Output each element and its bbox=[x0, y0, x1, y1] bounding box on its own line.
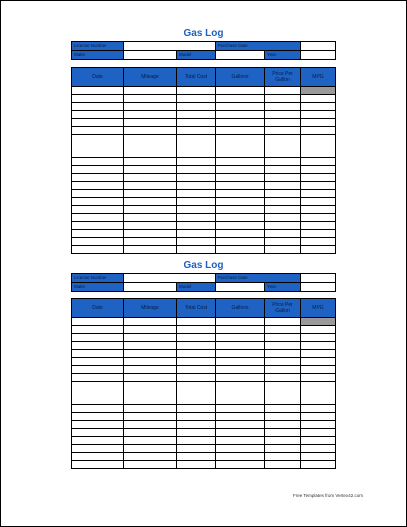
cell[interactable] bbox=[177, 190, 216, 198]
cell[interactable] bbox=[301, 103, 336, 111]
cell[interactable] bbox=[265, 238, 301, 246]
cell[interactable] bbox=[265, 230, 301, 238]
cell[interactable] bbox=[216, 190, 265, 198]
model-label: Model bbox=[177, 283, 216, 292]
cell[interactable] bbox=[216, 111, 265, 119]
col-total-cost: Total Cost bbox=[177, 68, 216, 87]
cell[interactable] bbox=[177, 461, 216, 469]
cell[interactable] bbox=[124, 421, 177, 429]
cell[interactable] bbox=[265, 374, 301, 382]
table-row bbox=[72, 238, 336, 246]
cell[interactable] bbox=[72, 413, 124, 421]
cell[interactable] bbox=[177, 214, 216, 222]
cell[interactable] bbox=[177, 429, 216, 437]
cell[interactable] bbox=[216, 453, 265, 461]
cell[interactable] bbox=[301, 166, 336, 174]
cell[interactable] bbox=[265, 119, 301, 127]
cell[interactable] bbox=[216, 461, 265, 469]
cell[interactable] bbox=[177, 111, 216, 119]
cell[interactable] bbox=[216, 326, 265, 334]
table-row bbox=[72, 119, 336, 127]
table-row bbox=[72, 445, 336, 453]
cell[interactable] bbox=[72, 238, 124, 246]
cell[interactable] bbox=[72, 326, 124, 334]
col-mpg: MPG bbox=[301, 68, 336, 87]
cell[interactable] bbox=[72, 334, 124, 342]
cell[interactable] bbox=[72, 87, 124, 95]
cell[interactable] bbox=[72, 437, 124, 445]
table-row bbox=[72, 374, 336, 382]
cell[interactable] bbox=[124, 127, 177, 135]
purchase-date-field[interactable] bbox=[301, 274, 336, 283]
cell[interactable] bbox=[265, 342, 301, 350]
cell[interactable] bbox=[301, 182, 336, 190]
cell[interactable] bbox=[216, 318, 265, 326]
col-mileage: Mileage bbox=[124, 68, 177, 87]
cell[interactable] bbox=[301, 222, 336, 230]
col-date: Date bbox=[72, 299, 124, 318]
cell[interactable] bbox=[177, 413, 216, 421]
cell[interactable] bbox=[265, 222, 301, 230]
cell[interactable] bbox=[265, 127, 301, 135]
cell[interactable] bbox=[124, 111, 177, 119]
cell[interactable] bbox=[124, 429, 177, 437]
cell[interactable] bbox=[301, 374, 336, 382]
cell[interactable] bbox=[301, 350, 336, 358]
cell[interactable] bbox=[72, 198, 124, 206]
cell[interactable] bbox=[265, 358, 301, 366]
table-row bbox=[72, 334, 336, 342]
model-field[interactable] bbox=[216, 283, 265, 292]
table-row bbox=[72, 174, 336, 182]
cell[interactable] bbox=[301, 382, 336, 405]
cell[interactable] bbox=[72, 445, 124, 453]
mpg-shaded-cell bbox=[301, 318, 336, 326]
table-row bbox=[72, 127, 336, 135]
purchase-date-field[interactable] bbox=[301, 42, 336, 51]
cell[interactable] bbox=[124, 182, 177, 190]
section1-log-rows bbox=[72, 87, 336, 254]
cell[interactable] bbox=[216, 166, 265, 174]
cell[interactable] bbox=[124, 119, 177, 127]
model-label: Model bbox=[177, 51, 216, 60]
cell[interactable] bbox=[301, 421, 336, 429]
cell[interactable] bbox=[216, 222, 265, 230]
cell[interactable] bbox=[301, 461, 336, 469]
cell[interactable] bbox=[72, 342, 124, 350]
cell[interactable] bbox=[124, 445, 177, 453]
cell[interactable] bbox=[72, 421, 124, 429]
cell[interactable] bbox=[265, 421, 301, 429]
cell[interactable] bbox=[265, 445, 301, 453]
cell[interactable] bbox=[177, 374, 216, 382]
cell[interactable] bbox=[124, 198, 177, 206]
table-row bbox=[72, 190, 336, 198]
cell[interactable] bbox=[177, 222, 216, 230]
cell[interactable] bbox=[301, 238, 336, 246]
cell[interactable] bbox=[301, 111, 336, 119]
cell[interactable] bbox=[72, 230, 124, 238]
cell[interactable] bbox=[216, 405, 265, 413]
license-field[interactable] bbox=[124, 42, 216, 51]
make-field[interactable] bbox=[124, 283, 177, 292]
table-row bbox=[72, 111, 336, 119]
cell[interactable] bbox=[124, 453, 177, 461]
cell[interactable] bbox=[124, 374, 177, 382]
table-row bbox=[72, 214, 336, 222]
cell[interactable] bbox=[216, 182, 265, 190]
cell[interactable] bbox=[72, 119, 124, 127]
cell[interactable] bbox=[72, 382, 124, 405]
cell[interactable] bbox=[265, 413, 301, 421]
cell[interactable] bbox=[72, 222, 124, 230]
table-row bbox=[72, 206, 336, 214]
cell[interactable] bbox=[177, 382, 216, 405]
cell[interactable] bbox=[124, 350, 177, 358]
license-label: License Number bbox=[72, 42, 124, 51]
cell[interactable] bbox=[265, 166, 301, 174]
cell[interactable] bbox=[265, 182, 301, 190]
table-row bbox=[72, 405, 336, 413]
cell[interactable] bbox=[216, 103, 265, 111]
col-total-cost: Total Cost bbox=[177, 299, 216, 318]
cell[interactable] bbox=[72, 127, 124, 135]
cell[interactable] bbox=[301, 127, 336, 135]
table-row bbox=[72, 230, 336, 238]
cell[interactable] bbox=[216, 374, 265, 382]
table-row bbox=[72, 198, 336, 206]
cell[interactable] bbox=[265, 326, 301, 334]
cell[interactable] bbox=[216, 366, 265, 374]
cell[interactable] bbox=[177, 198, 216, 206]
cell[interactable] bbox=[124, 158, 177, 166]
cell[interactable] bbox=[265, 334, 301, 342]
cell[interactable] bbox=[177, 358, 216, 366]
section2-title: Gas Log bbox=[183, 260, 224, 271]
cell[interactable] bbox=[124, 405, 177, 413]
cell[interactable] bbox=[216, 421, 265, 429]
cell[interactable] bbox=[177, 246, 216, 254]
table-row bbox=[72, 437, 336, 445]
cell[interactable] bbox=[265, 318, 301, 326]
cell[interactable] bbox=[301, 135, 336, 158]
cell[interactable] bbox=[216, 429, 265, 437]
table-row bbox=[72, 166, 336, 174]
cell[interactable] bbox=[216, 246, 265, 254]
cell[interactable] bbox=[265, 135, 301, 158]
cell[interactable] bbox=[177, 87, 216, 95]
cell[interactable] bbox=[301, 190, 336, 198]
cell[interactable] bbox=[177, 119, 216, 127]
cell[interactable] bbox=[216, 358, 265, 366]
table-row bbox=[72, 358, 336, 366]
cell[interactable] bbox=[301, 413, 336, 421]
make-field[interactable] bbox=[124, 51, 177, 60]
table-row bbox=[72, 421, 336, 429]
cell[interactable] bbox=[301, 174, 336, 182]
cell[interactable] bbox=[265, 174, 301, 182]
make-label: Make bbox=[72, 283, 124, 292]
make-label: Make bbox=[72, 51, 124, 60]
cell[interactable] bbox=[216, 238, 265, 246]
cell[interactable] bbox=[124, 166, 177, 174]
cell[interactable] bbox=[216, 334, 265, 342]
cell[interactable] bbox=[265, 190, 301, 198]
cell[interactable] bbox=[177, 350, 216, 358]
cell[interactable] bbox=[72, 182, 124, 190]
cell[interactable] bbox=[216, 350, 265, 358]
purchase-date-label: Purchase Date bbox=[216, 274, 301, 283]
table-row bbox=[72, 382, 336, 405]
cell[interactable] bbox=[124, 334, 177, 342]
cell[interactable] bbox=[72, 318, 124, 326]
cell[interactable] bbox=[124, 95, 177, 103]
cell[interactable] bbox=[72, 135, 124, 158]
cell[interactable] bbox=[72, 405, 124, 413]
license-field[interactable] bbox=[124, 274, 216, 283]
year-label: Year bbox=[265, 283, 301, 292]
col-mpg: MPG bbox=[301, 299, 336, 318]
cell[interactable] bbox=[124, 366, 177, 374]
table-row bbox=[72, 453, 336, 461]
cell[interactable] bbox=[177, 206, 216, 214]
col-date: Date bbox=[72, 68, 124, 87]
section2-log-rows bbox=[72, 318, 336, 469]
cell[interactable] bbox=[216, 198, 265, 206]
cell[interactable] bbox=[301, 214, 336, 222]
cell[interactable] bbox=[301, 206, 336, 214]
cell[interactable] bbox=[301, 437, 336, 445]
cell[interactable] bbox=[301, 445, 336, 453]
table-row bbox=[72, 95, 336, 103]
cell[interactable] bbox=[124, 413, 177, 421]
table-row bbox=[72, 326, 336, 334]
cell[interactable] bbox=[177, 318, 216, 326]
section2-info-table bbox=[71, 273, 336, 292]
cell[interactable] bbox=[265, 382, 301, 405]
cell[interactable] bbox=[301, 334, 336, 342]
cell[interactable] bbox=[216, 119, 265, 127]
cell[interactable] bbox=[124, 318, 177, 326]
cell[interactable] bbox=[124, 382, 177, 405]
cell[interactable] bbox=[177, 334, 216, 342]
cell[interactable] bbox=[124, 214, 177, 222]
section2-log-table bbox=[71, 298, 336, 469]
cell[interactable] bbox=[177, 453, 216, 461]
cell[interactable] bbox=[124, 222, 177, 230]
cell[interactable] bbox=[265, 103, 301, 111]
model-field[interactable] bbox=[216, 51, 265, 60]
cell[interactable] bbox=[124, 238, 177, 246]
purchase-date-label: Purchase Date bbox=[216, 42, 301, 51]
cell[interactable] bbox=[265, 366, 301, 374]
col-price-per-gallon: Price Per Gallon bbox=[265, 68, 301, 87]
cell[interactable] bbox=[265, 461, 301, 469]
cell[interactable] bbox=[124, 461, 177, 469]
cell[interactable] bbox=[177, 445, 216, 453]
license-label: License Number bbox=[72, 274, 124, 283]
cell[interactable] bbox=[216, 206, 265, 214]
cell[interactable] bbox=[301, 358, 336, 366]
cell[interactable] bbox=[72, 103, 124, 111]
year-field[interactable] bbox=[301, 283, 336, 292]
cell[interactable] bbox=[301, 246, 336, 254]
cell[interactable] bbox=[124, 246, 177, 254]
cell[interactable] bbox=[124, 206, 177, 214]
cell[interactable] bbox=[124, 437, 177, 445]
cell[interactable] bbox=[177, 437, 216, 445]
table-row bbox=[72, 318, 336, 326]
cell[interactable] bbox=[216, 127, 265, 135]
cell[interactable] bbox=[72, 214, 124, 222]
cell[interactable] bbox=[124, 326, 177, 334]
cell[interactable] bbox=[265, 429, 301, 437]
cell[interactable] bbox=[216, 214, 265, 222]
cell[interactable] bbox=[124, 135, 177, 158]
cell[interactable] bbox=[301, 119, 336, 127]
cell[interactable] bbox=[216, 413, 265, 421]
cell[interactable] bbox=[216, 342, 265, 350]
cell[interactable] bbox=[301, 95, 336, 103]
cell[interactable] bbox=[265, 87, 301, 95]
cell[interactable] bbox=[72, 166, 124, 174]
section1-log-table bbox=[71, 67, 336, 254]
table-row bbox=[72, 158, 336, 166]
year-field[interactable] bbox=[301, 51, 336, 60]
cell[interactable] bbox=[72, 206, 124, 214]
cell[interactable] bbox=[177, 366, 216, 374]
cell[interactable] bbox=[216, 87, 265, 95]
table-row bbox=[72, 103, 336, 111]
cell[interactable] bbox=[72, 350, 124, 358]
table-row bbox=[72, 413, 336, 421]
cell[interactable] bbox=[124, 103, 177, 111]
table-row bbox=[72, 87, 336, 95]
table-row bbox=[72, 350, 336, 358]
table-row bbox=[72, 182, 336, 190]
cell[interactable] bbox=[177, 405, 216, 413]
cell[interactable] bbox=[177, 158, 216, 166]
cell[interactable] bbox=[301, 326, 336, 334]
cell[interactable] bbox=[216, 445, 265, 453]
cell[interactable] bbox=[265, 405, 301, 413]
cell[interactable] bbox=[265, 158, 301, 166]
cell[interactable] bbox=[72, 429, 124, 437]
mpg-shaded-cell bbox=[301, 87, 336, 95]
cell[interactable] bbox=[177, 230, 216, 238]
cell[interactable] bbox=[177, 174, 216, 182]
cell[interactable] bbox=[216, 174, 265, 182]
cell[interactable] bbox=[124, 174, 177, 182]
cell[interactable] bbox=[265, 350, 301, 358]
cell[interactable] bbox=[216, 158, 265, 166]
cell[interactable] bbox=[177, 342, 216, 350]
col-gallons: Gallons bbox=[216, 299, 265, 318]
cell[interactable] bbox=[216, 135, 265, 158]
col-price-per-gallon: Price Per Gallon bbox=[265, 299, 301, 318]
cell[interactable] bbox=[265, 453, 301, 461]
cell[interactable] bbox=[72, 453, 124, 461]
table-row bbox=[72, 366, 336, 374]
cell[interactable] bbox=[177, 127, 216, 135]
cell[interactable] bbox=[177, 182, 216, 190]
cell[interactable] bbox=[301, 342, 336, 350]
section1-title: Gas Log bbox=[183, 28, 224, 39]
cell[interactable] bbox=[265, 206, 301, 214]
cell[interactable] bbox=[177, 95, 216, 103]
cell[interactable] bbox=[301, 198, 336, 206]
year-label: Year bbox=[265, 51, 301, 60]
cell[interactable] bbox=[124, 87, 177, 95]
cell[interactable] bbox=[216, 437, 265, 445]
cell[interactable] bbox=[124, 358, 177, 366]
cell[interactable] bbox=[124, 190, 177, 198]
section1-info-table bbox=[71, 41, 336, 60]
cell[interactable] bbox=[301, 429, 336, 437]
cell[interactable] bbox=[177, 326, 216, 334]
cell[interactable] bbox=[301, 158, 336, 166]
cell[interactable] bbox=[177, 421, 216, 429]
table-row bbox=[72, 429, 336, 437]
cell[interactable] bbox=[265, 437, 301, 445]
cell[interactable] bbox=[177, 135, 216, 158]
cell[interactable] bbox=[177, 103, 216, 111]
cell[interactable] bbox=[216, 382, 265, 405]
table-row bbox=[72, 135, 336, 158]
cell[interactable] bbox=[72, 111, 124, 119]
cell[interactable] bbox=[265, 214, 301, 222]
table-row bbox=[72, 342, 336, 350]
cell[interactable] bbox=[177, 166, 216, 174]
cell[interactable] bbox=[301, 230, 336, 238]
cell[interactable] bbox=[301, 405, 336, 413]
cell[interactable] bbox=[265, 246, 301, 254]
cell[interactable] bbox=[301, 366, 336, 374]
cell[interactable] bbox=[72, 246, 124, 254]
cell[interactable] bbox=[72, 358, 124, 366]
cell[interactable] bbox=[72, 374, 124, 382]
cell[interactable] bbox=[177, 238, 216, 246]
cell[interactable] bbox=[72, 366, 124, 374]
cell[interactable] bbox=[216, 95, 265, 103]
cell[interactable] bbox=[124, 230, 177, 238]
table-row bbox=[72, 246, 336, 254]
cell[interactable] bbox=[265, 198, 301, 206]
cell[interactable] bbox=[216, 230, 265, 238]
col-mileage: Mileage bbox=[124, 299, 177, 318]
col-gallons: Gallons bbox=[216, 68, 265, 87]
footer-credit: Free Templates from Vertex42.com bbox=[293, 493, 363, 498]
table-row bbox=[72, 222, 336, 230]
cell[interactable] bbox=[265, 95, 301, 103]
cell[interactable] bbox=[72, 174, 124, 182]
cell[interactable] bbox=[72, 95, 124, 103]
table-row bbox=[72, 461, 336, 469]
cell[interactable] bbox=[124, 342, 177, 350]
cell[interactable] bbox=[301, 453, 336, 461]
cell[interactable] bbox=[72, 461, 124, 469]
cell[interactable] bbox=[72, 190, 124, 198]
cell[interactable] bbox=[72, 158, 124, 166]
cell[interactable] bbox=[265, 111, 301, 119]
